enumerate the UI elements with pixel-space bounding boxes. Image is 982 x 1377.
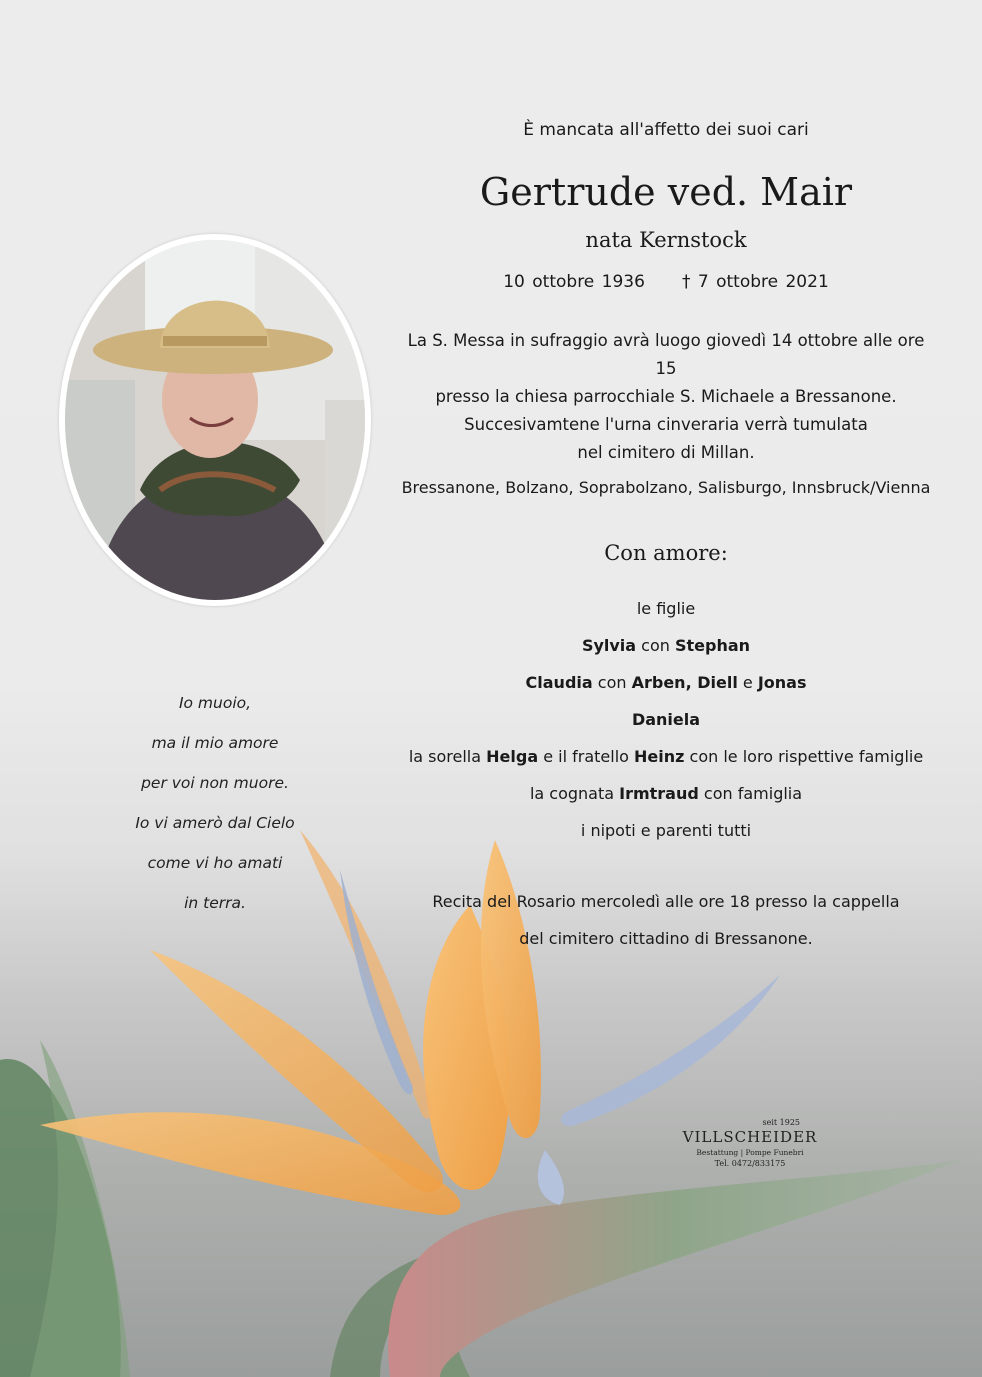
poem-line: Io muoio,: [178, 694, 252, 712]
mass-line: La S. Messa in sufraggio avrà luogo giovedì 14 ottobre alle ore 15: [407, 331, 925, 378]
family-line: le figlie: [636, 599, 696, 618]
family-member-name: Claudia: [525, 673, 593, 692]
family-connector: con famiglia: [698, 784, 803, 803]
poem-line: in terra.: [184, 894, 246, 912]
family-list: [396, 590, 936, 849]
family-line: [396, 775, 936, 812]
poem-line: per voi non muore.: [141, 774, 289, 792]
family-connector: e il fratello: [538, 747, 635, 766]
deceased-name: Gertrude ved. Mair: [479, 170, 853, 214]
family-member-name: Daniela: [631, 710, 701, 729]
family-line: [396, 701, 936, 738]
mass-announcement: [396, 327, 936, 467]
family-member-name: Helga: [486, 747, 539, 766]
family-member-name: Sylvia: [581, 636, 637, 655]
birth-date: 10 ottobre 1936: [503, 272, 645, 292]
logo-subtitle: Bestattung | Pompe Funebri: [696, 1148, 804, 1157]
mass-line: Succesivamtene l'urna cinveraria verrà tumulata: [464, 415, 868, 434]
family-connector: la cognata: [529, 784, 620, 803]
logo-since: seit 1925: [762, 1118, 800, 1127]
family-connector: con: [592, 673, 632, 692]
funeral-home-logo: [680, 1118, 820, 1168]
family-connector: con le loro rispettive famiglie: [684, 747, 924, 766]
family-member-name: Jonas: [757, 673, 807, 692]
poem-line: ma il mio amore: [151, 734, 279, 752]
family-line: [396, 627, 936, 664]
life-dates: [396, 272, 936, 292]
family-connector: con: [636, 636, 675, 655]
intro-text: È mancata all'affetto dei suoi cari: [523, 120, 809, 140]
places-line: Bressanone, Bolzano, Soprabolzano, Salisburgo, Innsbruck/Vienna: [401, 478, 931, 497]
family-connector: la sorella: [408, 747, 487, 766]
poem: [110, 683, 320, 923]
family-member-name: Arben, Diell: [631, 673, 738, 692]
logo-brand: VILLSCHEIDER: [682, 1128, 818, 1146]
family-line: [396, 738, 936, 775]
family-line: [396, 664, 936, 701]
portrait-photo: [65, 240, 365, 600]
rosary-announcement: [396, 883, 936, 957]
love-heading: Con amore:: [604, 541, 728, 565]
family-member-name: Heinz: [634, 747, 685, 766]
birth-name: nata Kernstock: [585, 228, 747, 252]
rosary-line: Recita del Rosario mercoledì alle ore 18 presso la cappella: [432, 892, 900, 911]
family-line: i nipoti e parenti tutti: [580, 821, 752, 840]
family-connector: e: [737, 673, 758, 692]
rosary-line: del cimitero cittadino di Bressanone.: [519, 929, 813, 948]
family-member-name: Stephan: [675, 636, 751, 655]
logo-phone: Tel. 0472/833175: [714, 1159, 786, 1168]
mass-line: presso la chiesa parrocchiale S. Michaele a Bressanone.: [435, 387, 897, 406]
death-date: † 7 ottobre 2021: [681, 272, 829, 292]
poem-line: come vi ho amati: [147, 854, 283, 872]
family-member-name: Irmtraud: [619, 784, 699, 803]
poem-line: Io vi amerò dal Cielo: [135, 814, 295, 832]
mass-line: nel cimitero di Millan.: [577, 443, 755, 462]
